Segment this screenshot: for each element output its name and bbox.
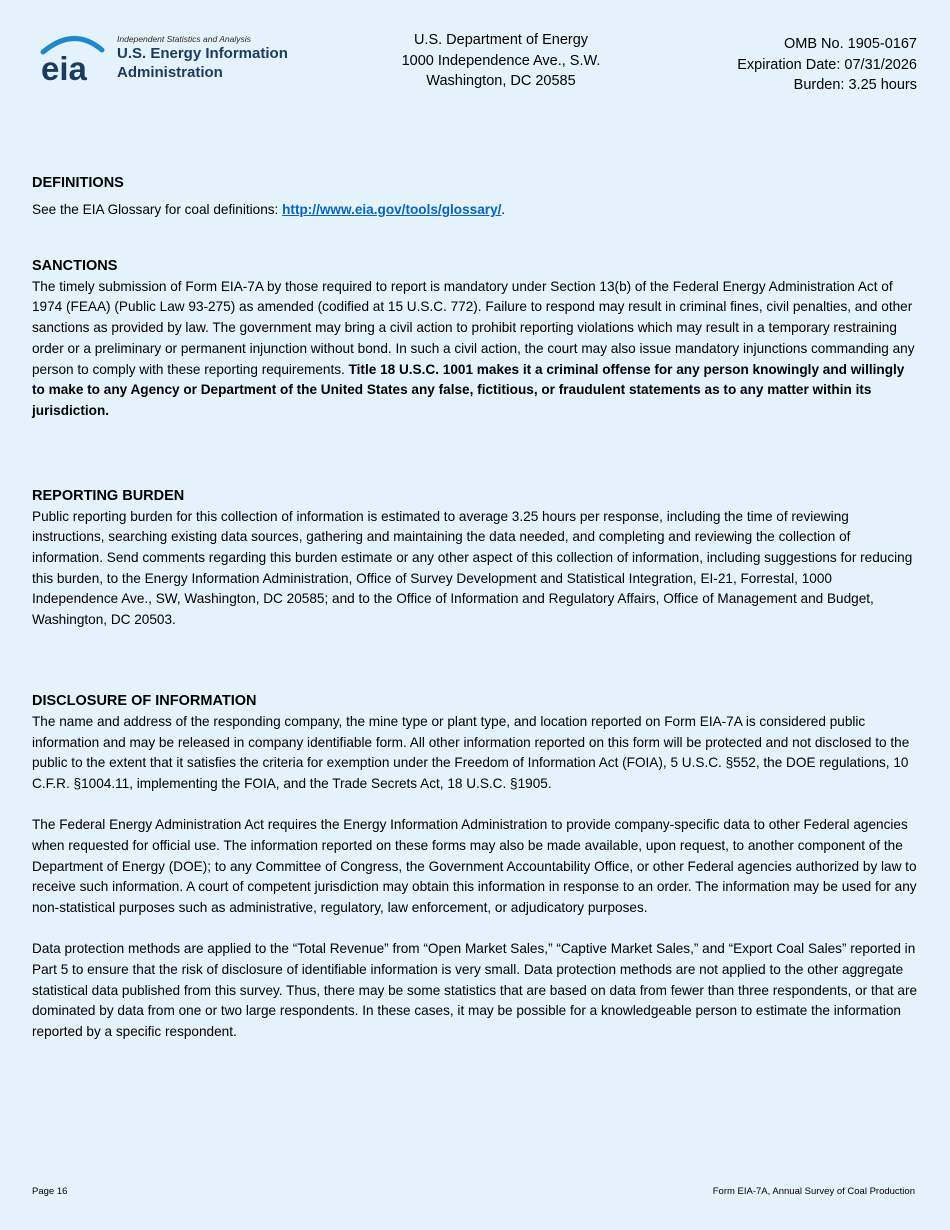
sanctions-bold-statement: Title 18 U.S.C. 1001 makes it a criminal offense for any person knowingly and willingly to make to any Agency or Department of the United States any false, fictitious, or fraudulent statements as to any matter within its jurisdiction. [32, 361, 905, 418]
logo-name-line2: Administration [117, 64, 223, 81]
reporting-burden-text: Public reporting burden for this collection of information is estimated to average 3.25 hours per response, including the time of reviewing instructions, searching existing data sources, gathering and maintaining the data needed, and completing and reviewing the collection of information. Send comments regarding this burden estimate or any other aspect of this collection of information, including suggestions for reducing this burden, to the Energy Information Administration, Office of Survey Development and Statistical Integration, EI-21, Forrestal, 1000 Independence Ave., SW, Washington, DC 20585; and to the Office of Information and Regulatory Affairs, Office of Management and Budget, Washington, DC 20503. [32, 508, 913, 628]
omb-number: OMB No. 1905-0167 [784, 36, 917, 52]
disclosure-paragraph: The name and address of the responding company, the mine type or plant type, and location reported on Form EIA-7A is considered public information and may be released in company identifiable form. All other information reported on this form will be protected and not disclosed to the public to the extent that it satisfies the criteria for exemption under the Freedom of Information Act (FOIA), 5 U.S.C. §552, the DOE regulations, 10 C.F.R. §1004.11, implementing the FOIA, and the Trade Secrets Act, 18 U.S.C. §1905. [32, 713, 910, 791]
eia-logo[interactable] [40, 30, 320, 86]
sanctions-text [32, 277, 920, 422]
page-content [32, 172, 920, 1043]
sanctions-body: The timely submission of Form EIA-7A by those required to report is mandatory under Section 13(b) of the Federal Energy Administration Act of 1974 (FEAA) (Public Law 93-275) as amended (codified at 15 U.S.C. 772). Failure to respond may result in criminal fines, civil penalties, and other sanctions as provided by law. The government may bring a civil action to prohibit reporting violations which may result in a temporary restraining order or a preliminary or permanent injunction without bond. In such a civil action, the court may also issue mandatory injunctions commanding any person to comply with these reporting requirements. [32, 278, 915, 377]
glossary-link[interactable]: http://www.eia.gov/tools/glossary/ [282, 202, 502, 217]
disclosure-paragraph: Data protection methods are applied to the “Total Revenue” from “Open Market Sales,” “Captive Market Sales,” and “Export Coal Sales” reported in Part 5 to ensure that the risk of disclosure of identifiable information is very small. Data protection methods are not applied to the other aggregate statistical data published from this survey. Thus, there may be some statistics that are based on data from fewer than three respondents, or that are dominated by data from one or two large respondents. In these cases, it may be possible for a knowledgeable person to estimate the information reported by a specific respondent. [32, 941, 918, 1039]
form-title-footer: Form EIA-7A, Annual Survey of Coal Production [712, 1186, 915, 1197]
omb-expiration: Expiration Date: 07/31/2026 [737, 56, 917, 73]
address-line1: U.S. Department of Energy [413, 32, 589, 48]
disclosure-section [32, 690, 920, 1043]
definitions-text-after: . [501, 202, 506, 217]
page-header [0, 0, 950, 110]
disclosure-heading: DISCLOSURE OF INFORMATION [32, 692, 257, 709]
logo-name-line1: U.S. Energy Information [117, 45, 288, 62]
reporting-burden-heading: REPORTING BURDEN [32, 487, 185, 504]
definitions-heading: DEFINITIONS [32, 175, 124, 191]
logo-tagline: Independent Statistics and Analysis [117, 34, 251, 44]
definitions-text [32, 200, 920, 221]
agency-address [350, 30, 652, 92]
logo-acronym: eia [41, 50, 87, 86]
sanctions-section [32, 255, 920, 422]
address-line2: 1000 Independence Ave., S.W. [401, 52, 601, 69]
definitions-text-before: See the EIA Glossary for coal definitions: [32, 202, 283, 217]
disclosure-paragraph: The Federal Energy Administration Act requires the Energy Information Administration to provide company-specific data to other Federal agencies when requested for official use. The information reported on these forms may also be made available, upon request, to another component of the Department of Energy (DOE); to any Committee of Congress, the Government Accountability Office, or other Federal agencies authorized by law to receive such information. A court of competent jurisdiction may obtain this information in response to an order. The information may be used for any non-statistical purposes such as administrative, regulatory, law enforcement, or adjudicatory purposes. [32, 817, 917, 915]
eia-logo-icon [40, 30, 116, 86]
reporting-burden-section [32, 485, 920, 631]
omb-burden: Burden: 3.25 hours [793, 77, 917, 93]
sanctions-heading: SANCTIONS [32, 257, 118, 274]
omb-info [737, 34, 917, 96]
definitions-section [32, 172, 920, 221]
page-number: Page 16 [32, 1186, 68, 1197]
address-line3: Washington, DC 20585 [426, 73, 576, 89]
